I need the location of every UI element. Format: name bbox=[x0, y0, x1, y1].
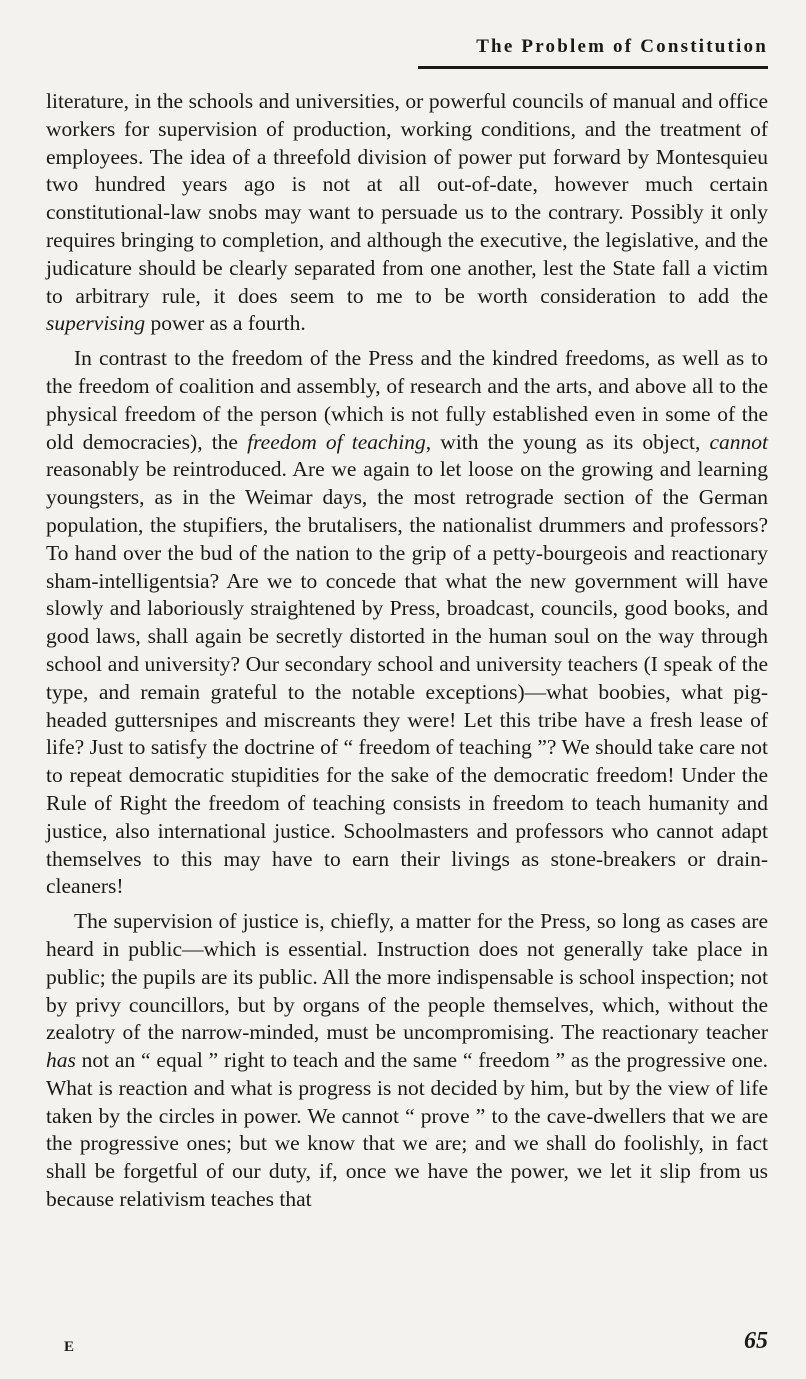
italic-run: has bbox=[46, 1048, 76, 1073]
text-run: literature, in the schools and universities, or powerful councils of manual and office workers for supervision of production, working conditions, and the treatment of employees. The idea of a threefold division of power put forward by Montesquieu two hundred years ago is not at all out-of-date, however much certain constitutional-law snobs may want to persuade us to the contrary. Possibly it only requires bringing to completion, and although the executive, the legislative, and the judicature should be clearly separated from one another, lest the State fall a victim to arbitrary rule, it does seem to me to be worth consideration to add the bbox=[46, 89, 768, 308]
text-run: In contrast to the freedom of the Press and the kindred freedoms, as well as to the freedom of coalition and assembly, of research and the arts, and above all to the physical freedom of the person (which is not fully established even in some of the old democracies), the bbox=[46, 346, 768, 454]
running-head: The Problem of Constitution bbox=[476, 36, 768, 57]
italic-run: freedom of teaching bbox=[247, 429, 426, 454]
body-text bbox=[46, 88, 768, 1214]
text-run: reasonably be reintroduced. Are we again to let loose on the growing and learning youngsters, as in the Weimar days, the most retrograde section of the German population, the stupifiers, the brutalisers, the nationalist drummers and professors? To hand over the bud of the nation to the grip of a petty-bourgeois and reactionary sham-intelligentsia? Are we to concede that what the new government will have slowly and laboriously straightened by Press, broadcast, councils, good books, and good laws, shall again be secretly distorted in the human soul on the way through school and university? Our secondary school and university teachers (I speak of the type, and remain grateful to the notable exceptions)—what boobies, what pig-headed guttersnipes and miscreants they were! Let this tribe have a fresh lease of life? Just to satisfy the doctrine of “ freedom of teaching ”? We should take care not to repeat democratic stupidities for the sake of the democratic freedom! Under the Rule of Right the freedom of teaching consists in freedom to teach humanity and justice, also international justice. Schoolmasters and professors who cannot adapt themselves to this may have to earn their livings as stone-breakers or drain-cleaners! bbox=[46, 457, 768, 899]
italic-run: supervising bbox=[46, 311, 146, 336]
text-run: , with the young as its object, bbox=[425, 429, 710, 454]
italic-run: cannot bbox=[709, 429, 768, 454]
text-run: power as a fourth. bbox=[145, 311, 306, 336]
paragraph-3 bbox=[46, 908, 768, 1214]
header-rule bbox=[418, 66, 768, 69]
text-run: not an “ equal ” right to teach and the same “ freedom ” as the progressive one. What is reaction and what is progress is not decided by him, but by the view of life taken by the circles in power. We cannot “ prove ” to the cave-dwellers that we are the progressive ones; but we know that we are; and we shall do foolishly, in fact shall be forgetful of our duty, if, once we have the power, we let it slip from us because relativism teaches that bbox=[46, 1048, 768, 1212]
paragraph-1 bbox=[46, 88, 768, 338]
page-number: 65 bbox=[744, 1328, 768, 1354]
paragraph-2 bbox=[46, 345, 768, 901]
signature-mark: E bbox=[64, 1339, 75, 1355]
text-run: The supervision of justice is, chiefly, a matter for the Press, so long as cases are heard in public—which is essential. Instruction does not generally take place in public; the pupils are its public. All the more indispensable is school inspection; not by privy councillors, but by organs of the people themselves, which, without the zealotry of the narrow-minded, must be uncompromising. The reactionary teacher bbox=[46, 909, 768, 1045]
